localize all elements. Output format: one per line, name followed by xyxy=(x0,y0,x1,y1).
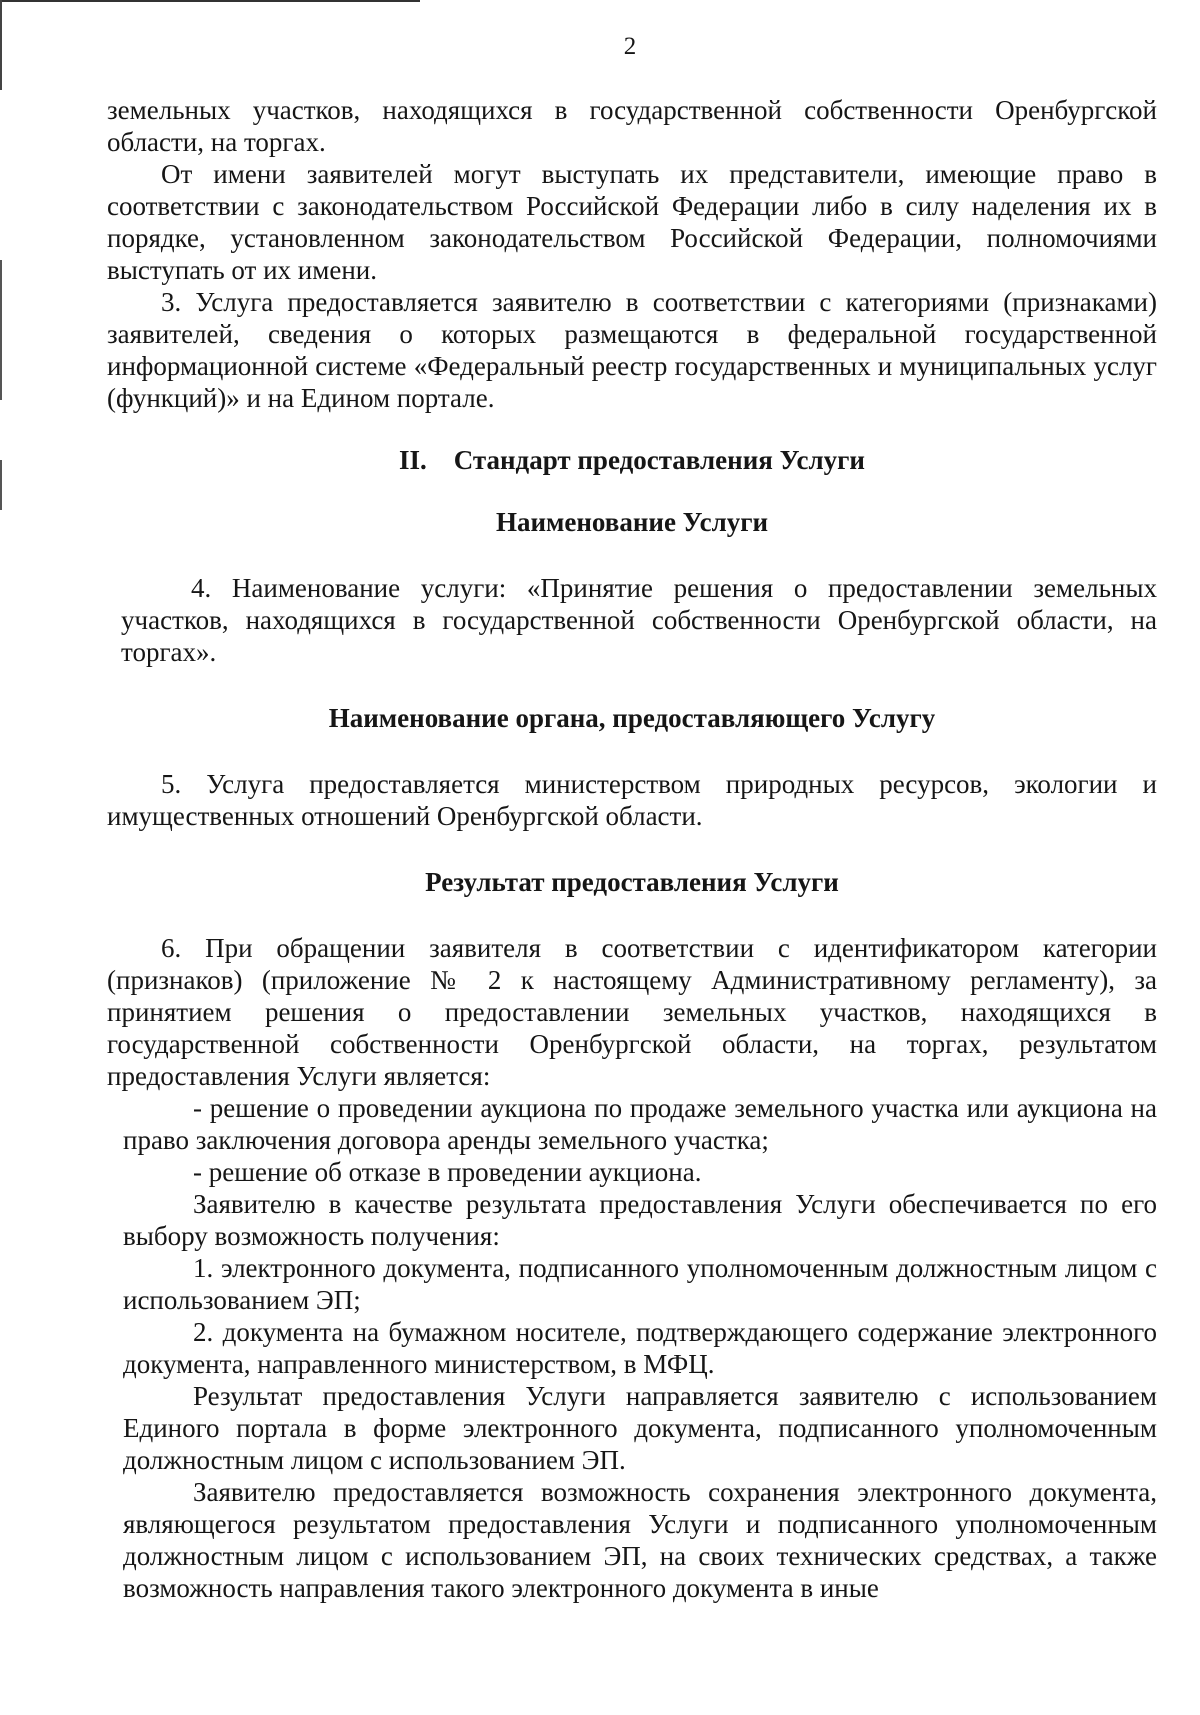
scan-edge xyxy=(0,260,2,400)
paragraph: Результат предоставления Услуги направляется заявителю с использованием Единого портала в форме электронного документа, подписанного уполномоченным должностным лицом с использованием ЭП. xyxy=(123,1381,1157,1475)
section-heading: II. Стандарт предоставления Услуги xyxy=(398,445,865,475)
subsection-heading: Результат предоставления Услуги xyxy=(425,867,839,897)
paragraph: земельных участков, находящихся в государственной собственности Оренбургской области, на торгах. xyxy=(107,95,1157,157)
paragraph: 6. При обращении заявителя в соответствии с идентификатором категории (признаков) (приложение № 2 к настоящему Административному регламенту), за принятием решения о предоставлении земельных участков, находящихся в государственной собственности Оренбургской области, на торгах, результатом предоставления Услуги является: xyxy=(107,933,1157,1091)
list-item: - решение об отказе в проведении аукциона. xyxy=(193,1157,702,1187)
scan-edge xyxy=(0,0,420,2)
subsection-heading: Наименование органа, предоставляющего Услугу xyxy=(328,703,936,733)
page-number: 2 xyxy=(623,33,637,60)
paragraph: От имени заявителей могут выступать их представители, имеющие право в соответствии с законодательством Российской Федерации либо в силу наделения их в порядке, установленном законодательством Российской Федерации, полномочиями выступать от их имени. xyxy=(107,159,1157,285)
subsection-heading: Наименование Услуги xyxy=(495,507,769,537)
paragraph: 5. Услуга предоставляется министерством природных ресурсов, экологии и имущественных отношений Оренбургской области. xyxy=(107,769,1157,831)
list-item: 2. документа на бумажном носителе, подтверждающего содержание электронного документа, направленного министерством, в МФЦ. xyxy=(123,1317,1157,1379)
paragraph: Заявителю в качестве результата предоставления Услуги обеспечивается по его выбору возможность получения: xyxy=(123,1189,1157,1251)
scan-edge xyxy=(0,460,2,510)
paragraph: Заявителю предоставляется возможность сохранения электронного документа, являющегося результатом предоставления Услуги и подписанного уполномоченным должностным лицом с использованием ЭП, на своих технических средствах, а также возможность направления такого электронного документа в иные xyxy=(123,1477,1157,1603)
paragraph: 4. Наименование услуги: «Принятие решения о предоставлении земельных участков, находящихся в государственной собственности Оренбургской области, на торгах». xyxy=(121,573,1157,667)
paragraph: 3. Услуга предоставляется заявителю в соответствии с категориями (признаками) заявителей, сведения о которых размещаются в федеральной государственной информационной системе «Федеральный реестр государственных и муниципальных услуг (функций)» и на Едином портале. xyxy=(107,287,1157,413)
list-item: 1. электронного документа, подписанного уполномоченным должностным лицом с использованием ЭП; xyxy=(123,1253,1157,1315)
document-body xyxy=(107,94,1157,1604)
list-item: - решение о проведении аукциона по продаже земельного участка или аукциона на право заключения договора аренды земельного участка; xyxy=(123,1093,1157,1155)
